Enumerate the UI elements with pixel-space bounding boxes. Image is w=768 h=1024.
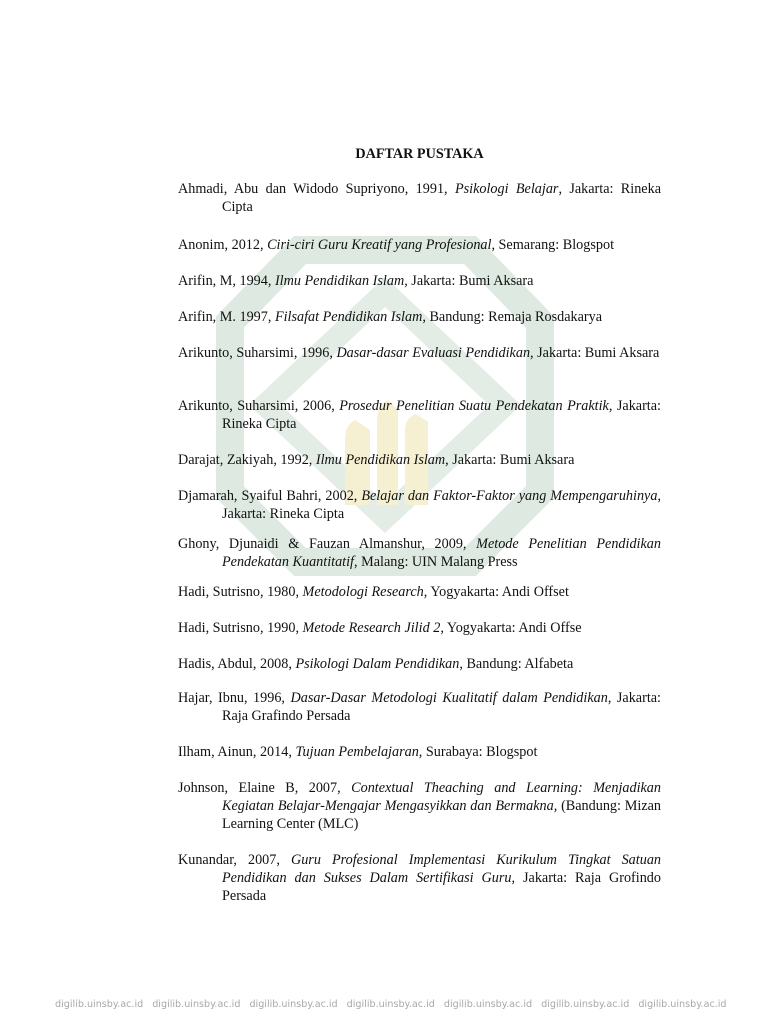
reference-author-year: Hadi, Sutrisno, 1990,	[178, 620, 303, 636]
reference-entry	[178, 397, 661, 433]
reference-author-year: Ilham, Ainun, 2014,	[178, 744, 296, 760]
reference-publisher: , Jakarta: Rineka Cipta	[222, 181, 661, 215]
reference-title: Ilmu Pendidikan Islam,	[274, 273, 408, 289]
reference-author-year: Hadi, Sutrisno, 1980,	[178, 584, 303, 600]
reference-entry	[178, 180, 661, 216]
page-title: DAFTAR PUSTAKA	[355, 146, 484, 162]
reference-author-year: Ahmadi, Abu dan Widodo Supriyono, 1991,	[178, 181, 455, 197]
repository-stamp: digilib.uinsby.ac.id	[55, 999, 144, 1010]
reference-author-year: Darajat, Zakiyah, 1992,	[178, 452, 316, 468]
reference-author-year: Hadis, Abdul, 2008,	[178, 656, 296, 672]
reference-publisher: (Bandung: Mizan Learning Center (MLC)	[222, 798, 662, 832]
reference-entry	[178, 344, 661, 362]
reference-entry	[178, 583, 661, 601]
reference-entry	[178, 689, 661, 725]
reference-author-year: Arifin, M. 1997,	[178, 309, 275, 325]
reference-entry	[178, 308, 661, 326]
reference-title: Belajar dan Faktor-Faktor yang Mempengaruhinya	[361, 488, 658, 504]
reference-title: Ilmu Pendidikan Islam	[315, 452, 446, 468]
repository-stamp: digilib.uinsby.ac.id	[443, 999, 533, 1010]
reference-publisher: Jakarta: Bumi Aksara	[407, 273, 534, 289]
reference-author-year: Arifin, M, 1994,	[178, 273, 275, 289]
reference-publisher: Jakarta: Raja Grofindo Persada	[222, 870, 661, 904]
repository-stamp: digilib.uinsby.ac.id	[541, 999, 630, 1010]
reference-entry	[178, 851, 661, 905]
reference-author-year: Djamarah, Syaiful Bahri, 2002,	[178, 488, 362, 504]
reference-author-year: Arikunto, Suharsimi, 1996,	[178, 345, 337, 361]
reference-publisher: , Malang: UIN Malang Press	[354, 554, 518, 570]
reference-title: Metode Research Jilid 2	[302, 620, 441, 636]
reference-author-year: Hajar, Ibnu, 1996,	[178, 690, 291, 706]
repository-stamp: digilib.uinsby.ac.id	[346, 999, 435, 1010]
reference-author-year: Kunandar, 2007,	[178, 852, 291, 868]
reference-title: Psikologi Belajar	[454, 181, 559, 197]
reference-publisher: , Jakarta: Raja Grafindo Persada	[222, 690, 661, 724]
reference-author-year: Johnson, Elaine B, 2007,	[178, 780, 352, 796]
reference-publisher: , Yogyakarta: Andi Offset	[423, 584, 569, 600]
reference-entry	[178, 655, 661, 673]
reference-title: Prosedur Penelitian Suatu Pendekatan Praktik,	[339, 398, 613, 414]
reference-publisher: , Yogyakarta: Andi Offse	[440, 620, 582, 636]
reference-publisher: Jakarta: Bumi Aksara	[533, 345, 660, 361]
reference-author-year: Arikunto, Suharsimi, 2006,	[178, 398, 340, 414]
repository-footer	[55, 999, 727, 1013]
reference-publisher: , Semarang: Blogspot	[491, 237, 615, 253]
reference-title: Psikologi Dalam Pendidikan	[295, 656, 460, 672]
reference-title: Metodologi Research	[302, 584, 424, 600]
repository-stamp: digilib.uinsby.ac.id	[638, 999, 727, 1010]
reference-publisher: , Jakarta: Bumi Aksara	[445, 452, 575, 468]
reference-title: Dasar-dasar Evaluasi Pendidikan,	[336, 345, 534, 361]
reference-title: Contextual Theaching and Learning: Menjadikan Kegiatan Belajar-Mengajar Mengasyikkan dan Bermakna,	[222, 780, 661, 814]
reference-publisher: Jakarta: Rineka Cipta	[222, 398, 661, 432]
reference-publisher: Bandung: Remaja Rosdakarya	[425, 309, 603, 325]
reference-publisher: , Jakarta: Rineka Cipta	[222, 488, 661, 522]
reference-publisher: , Bandung: Alfabeta	[459, 656, 574, 672]
reference-title: Guru Profesional Implementasi Kurikulum Tingkat Satuan Pendidikan dan Sukses Dalam Sertifikasi Guru,	[222, 852, 662, 886]
repository-stamp: digilib.uinsby.ac.id	[152, 999, 241, 1010]
reference-title: Filsafat Pendidikan Islam,	[274, 309, 426, 325]
reference-title: Ciri-ciri Guru Kreatif yang Profesional	[267, 237, 492, 253]
reference-author-year: Ghony, Djunaidi & Fauzan Almanshur, 2009,	[178, 536, 477, 552]
reference-entry	[178, 619, 661, 637]
reference-entry	[178, 272, 661, 290]
reference-entry	[178, 743, 661, 761]
reference-entry	[178, 236, 661, 254]
reference-publisher: Surabaya: Blogspot	[422, 744, 538, 760]
repository-stamp: digilib.uinsby.ac.id	[249, 999, 338, 1010]
reference-entry	[178, 779, 661, 833]
reference-entry	[178, 487, 661, 523]
reference-title: Dasar-Dasar Metodologi Kualitatif dalam Pendidikan	[290, 690, 608, 706]
reference-author-year: Anonim, 2012,	[178, 237, 268, 253]
reference-entry	[178, 451, 661, 469]
reference-title: Metode Penelitian Pendidikan Pendekatan Kuantitatif	[222, 536, 661, 570]
reference-title: Tujuan Pembelajaran,	[295, 744, 423, 760]
reference-entry	[178, 535, 661, 571]
